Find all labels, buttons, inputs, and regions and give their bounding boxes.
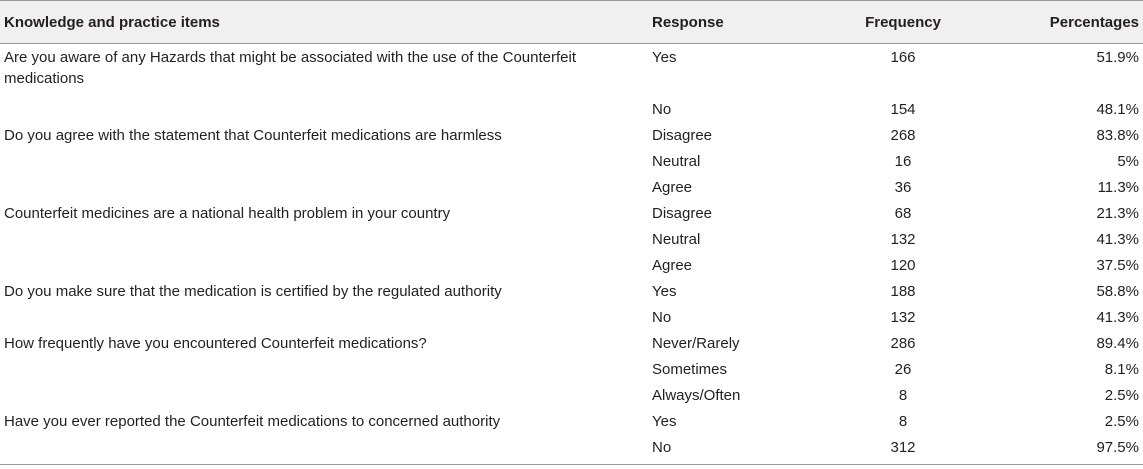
header-percentages: Percentages	[1049, 13, 1139, 31]
response-cell: Sometimes	[652, 360, 728, 378]
item-cell: How frequently have you encountered Counterfeit medications?	[4, 334, 427, 352]
item-cell: Do you agree with the statement that Counterfeit medications are harmless	[4, 126, 502, 144]
percentage-cell: 2.5%	[1104, 412, 1139, 430]
table-row	[0, 148, 1143, 174]
frequency-cell: 8	[898, 412, 908, 430]
percentage-cell: 58.8%	[1096, 282, 1139, 300]
item-cell: Do you make sure that the medication is certified by the regulated authority	[4, 282, 502, 300]
response-cell: Yes	[652, 412, 677, 430]
response-cell: Agree	[652, 256, 693, 274]
table-row	[0, 304, 1143, 330]
response-cell: Always/Often	[652, 386, 741, 404]
percentage-cell: 2.5%	[1104, 386, 1139, 404]
header-row	[0, 1, 1143, 44]
frequency-cell: 286	[890, 334, 916, 352]
percentage-cell: 97.5%	[1096, 438, 1139, 456]
frequency-cell: 268	[890, 126, 916, 144]
response-cell: No	[652, 308, 672, 326]
response-cell: Yes	[652, 282, 677, 300]
frequency-cell: 188	[890, 282, 916, 300]
response-cell: Disagree	[652, 204, 713, 222]
item-cell	[0, 382, 652, 408]
table-row	[0, 226, 1143, 252]
item-cell	[0, 96, 652, 122]
item-cell	[0, 226, 652, 252]
item-cell: Have you ever reported the Counterfeit medications to concerned authority	[4, 412, 501, 430]
percentage-cell: 51.9%	[1096, 49, 1139, 66]
table-row	[0, 278, 1143, 304]
percentage-cell: 37.5%	[1096, 256, 1139, 274]
response-cell: No	[652, 438, 672, 456]
frequency-cell: 120	[890, 256, 916, 274]
frequency-cell: 132	[890, 230, 916, 248]
percentage-cell: 5%	[1117, 152, 1139, 170]
frequency-cell: 36	[894, 178, 912, 196]
response-cell: Neutral	[652, 230, 701, 248]
table-body	[0, 44, 1143, 465]
item-cell: Are you aware of any Hazards that might be associated with the use of the Counterfeit medications	[4, 49, 576, 87]
frequency-cell: 8	[898, 386, 908, 404]
frequency-cell: 16	[894, 152, 912, 170]
response-cell: Disagree	[652, 126, 713, 144]
response-cell: Neutral	[652, 152, 701, 170]
percentage-cell: 83.8%	[1096, 126, 1139, 144]
table-row	[0, 174, 1143, 200]
percentage-cell: 41.3%	[1096, 308, 1139, 326]
item-cell	[0, 148, 652, 174]
frequency-cell: 166	[890, 49, 916, 66]
table-row	[0, 44, 1143, 96]
frequency-cell: 26	[894, 360, 912, 378]
response-cell: Yes	[652, 49, 677, 66]
response-cell: Never/Rarely	[652, 334, 740, 352]
table-row	[0, 408, 1143, 434]
header-frequency: Frequency	[865, 13, 941, 31]
percentage-cell: 11.3%	[1097, 178, 1139, 196]
response-cell: Agree	[652, 178, 693, 196]
table-row	[0, 330, 1143, 356]
item-cell	[0, 434, 652, 465]
table-row	[0, 122, 1143, 148]
item-cell	[0, 174, 652, 200]
percentage-cell: 89.4%	[1096, 334, 1139, 352]
item-cell	[0, 356, 652, 382]
frequency-cell: 132	[890, 308, 916, 326]
frequency-cell: 68	[894, 204, 912, 222]
percentage-cell: 21.3%	[1096, 204, 1139, 222]
table-row	[0, 96, 1143, 122]
frequency-cell: 312	[890, 438, 916, 456]
percentage-cell: 48.1%	[1096, 100, 1139, 118]
header-item: Knowledge and practice items	[4, 13, 220, 31]
table-row	[0, 356, 1143, 382]
item-cell: Counterfeit medicines are a national health problem in your country	[4, 204, 451, 222]
table-row	[0, 382, 1143, 408]
table-row	[0, 252, 1143, 278]
table-row	[0, 200, 1143, 226]
item-cell	[0, 304, 652, 330]
frequency-cell: 154	[890, 100, 916, 118]
percentage-cell: 41.3%	[1096, 230, 1139, 248]
item-cell	[0, 252, 652, 278]
table-row	[0, 434, 1143, 465]
header-response: Response	[652, 13, 724, 31]
percentage-cell: 8.1%	[1104, 360, 1139, 378]
table-header	[0, 1, 1143, 44]
response-cell: No	[652, 100, 672, 118]
